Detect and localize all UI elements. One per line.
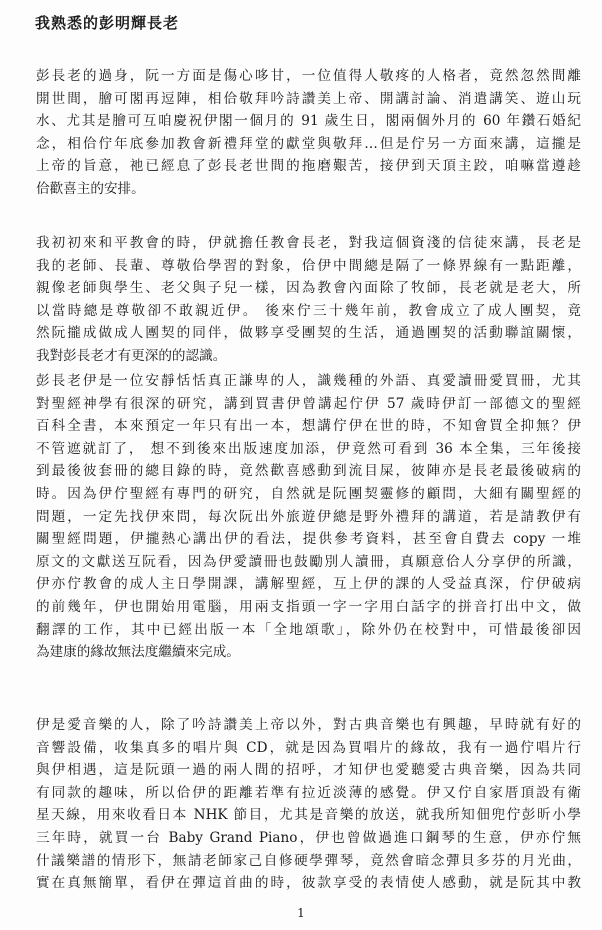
text-line: 什議樂譜的情形下，無請老師家己自修硬學彈琴，竟然會暗念彈貝多芬的月光曲，	[36, 852, 581, 869]
text-line: 親像老師與學生、老父與子兒一樣，因為教會內面除了牧師，長老就是老大，所	[36, 280, 581, 297]
text-line: 音響設備，收集真多的唱片與 CD，就是因為買唱片的緣故，我有一過佇唱片行	[36, 739, 581, 756]
text-line: 水、尤其是膾可互咱慶祝伊閣一個月的 91 歲生日，閣兩個外月的 60 年鑽石婚紀	[36, 113, 581, 130]
text-line: 實在真無簡單，看伊在彈這首曲的時，彼款享受的表情使人感動，就是阮其中教	[36, 875, 581, 892]
paragraph-2	[36, 232, 581, 368]
text-line: 的前幾年，伊也開始用電腦，用兩支指頭一字一字用白話字的拼音打出中文，做	[36, 598, 581, 615]
text-line: 百科全書，本來預定一年只有出一本，想講佇伊在世的時，不知會買全抑無？伊	[36, 418, 581, 435]
text-line: 關聖經問題，伊攏熱心講出伊的看法，提供參考資料，甚至會自費去 copy 一堆	[36, 531, 581, 548]
text-line: 上帝的旨意，祂已經息了彭長老世間的拖磨艱苦，接伊到天頂主跤，咱嘛當遵趁	[36, 158, 581, 175]
page-number: 1	[297, 906, 305, 920]
text-line: 然阮攏成做成人團契的同伴，做夥享受團契的生活，通過團契的活動聯誼關懷，	[36, 325, 581, 342]
text-line: 伊亦佇教會的成人主日學開課，講解聖經，互上伊的課的人受益真深，佇伊破病	[36, 576, 581, 593]
text-line: 佮歡喜主的安排。	[36, 180, 145, 197]
text-line: 以當時總是尊敬卻不敢親近伊。 後來佇三十幾年前，教會成立了成人團契，竟	[36, 302, 581, 319]
text-line: 念，相佮佇年底參加教會新禮拜堂的獻堂與敬拜…但是佇另一方面來講，這攏是	[36, 135, 581, 152]
text-line: 星天線，用來收看日本 NHK 節目，尤其是音樂的放送，就我所知佃兜佇彭昕小學	[36, 807, 581, 824]
text-line: 對聖經神學有很深的研究，講到買書伊曾講起佇伊 57 歲時伊訂一部德文的聖經	[36, 395, 581, 412]
text-line: 問題，一定先找伊來問，每次阮出外旅遊伊總是野外禮拜的講道，若是請教伊有	[36, 508, 581, 525]
text-line: 彭長老的過身，阮一方面是傷心哆甘，一位值得人敬疼的人格者，竟然忽然間離	[36, 68, 581, 84]
text-line: 原文的文獻送互阮看，因為伊愛讀冊也鼓勵別人讀冊，真願意佮人分享伊的所識，	[36, 553, 581, 570]
text-line: 我初初來和平教會的時，伊就擔任教會長老，對我這個資淺的信徒來講，長老是	[36, 235, 581, 251]
paragraph-4	[36, 714, 581, 895]
text-line: 翻譯的工作，其中已經出版一本「全地頌歌」，除外仍在校對中，可惜最後卻因	[36, 621, 581, 638]
text-line: 到最後彼套冊的總目錄的時，竟然歡喜感動到流目屎，彼陣亦是長老最後破病的	[36, 463, 581, 480]
text-line: 三年時，就買一台 Baby Grand Piano，伊也曾做過進口鋼琴的生意，伊亦佇無	[36, 829, 581, 846]
text-line: 開世間，膾可閣再逗陣，相佮敬拜吟詩讚美上帝、開講討論、消遣講笑、遊山玩	[36, 90, 581, 107]
text-line: 有同款的趣味，所以佮伊的距離若準有拉近淡薄的感覺。伊又佇自家厝頂設有衛	[36, 784, 581, 801]
text-line: 不管遮就訂了， 想不到後來出版速度加添，伊竟然可看到 36 本全集，三年後接	[36, 440, 581, 457]
text-line: 彭長老伊是一位安靜恬恬真正謙卑的人，識幾種的外語、真愛讀冊愛買冊，尤其	[36, 373, 581, 389]
text-line: 時。因為伊佇聖經有專門的研究，自然就是阮團契靈修的顧問，大細有關聖經的	[36, 485, 581, 502]
text-line: 伊是愛音樂的人，除了吟詩讚美上帝以外，對古典音樂也有興趣，早時就有好的	[36, 717, 581, 733]
text-line: 為建康的緣故無法度繼續來完成。	[36, 644, 240, 661]
text-line: 我對彭長老才有更深的的認識。	[36, 347, 227, 364]
text-line: 我的老師、長輩、尊敬佮學習的對象，佮伊中間總是隔了一條界線有一點距離，	[36, 257, 581, 274]
document-title: 我熟悉的彭明輝長老	[35, 14, 180, 32]
text-line: 與伊相遇，這是阮頭一過的兩人間的招呼，才知伊也愛聽愛古典音樂，因為共同	[36, 762, 581, 779]
paragraph-3	[36, 370, 581, 664]
paragraph-1	[36, 65, 581, 201]
